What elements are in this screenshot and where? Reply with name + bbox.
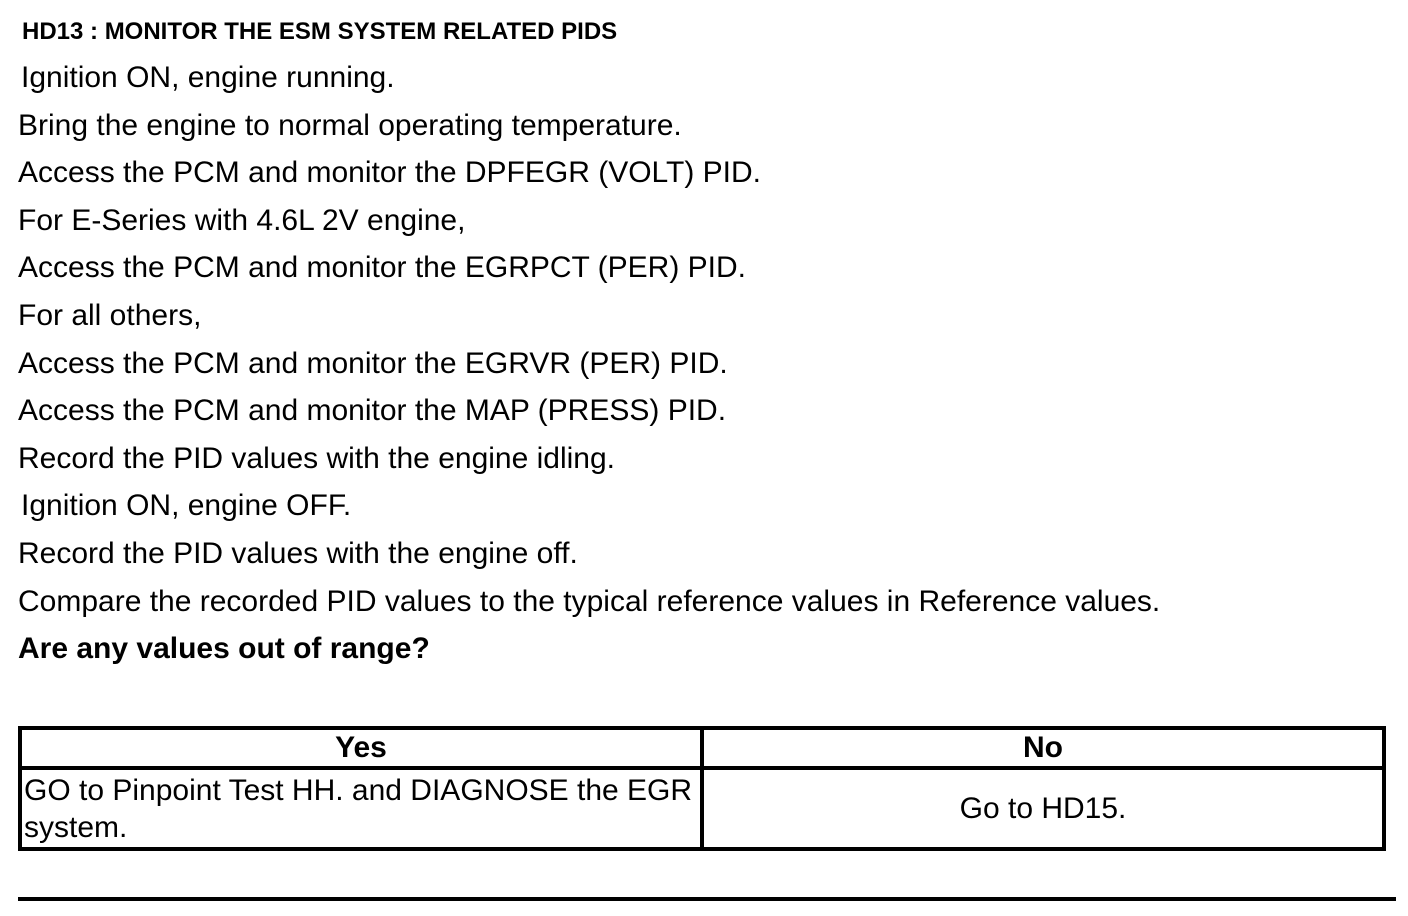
step-all-others-condition: For all others, — [18, 298, 202, 332]
step-monitor-egrvr: Access the PCM and monitor the EGRVR (PER) PID. — [18, 346, 728, 380]
step-record-engine-off: Record the PID values with the engine off. — [18, 536, 578, 570]
step-ignition-on-running: Ignition ON, engine running. — [21, 61, 395, 94]
step-compare-reference: Compare the recorded PID values to the typical reference values in Reference values. — [18, 584, 1161, 618]
outcome-header-row — [20, 728, 1384, 768]
bottom-divider — [18, 897, 1396, 901]
step-monitor-map: Access the PCM and monitor the MAP (PRESS) PID. — [18, 394, 727, 428]
no-action: Go to HD15. — [702, 768, 1384, 849]
page-title: HD13 : MONITOR THE ESM SYSTEM RELATED PIDS — [22, 18, 618, 45]
step-ignition-on-engine-off: Ignition ON, engine OFF. — [21, 489, 352, 523]
procedure-steps — [18, 58, 1160, 629]
yes-header: Yes — [20, 728, 702, 768]
decision-question: Are any values out of range? — [18, 632, 430, 665]
step-monitor-egrpct: Access the PCM and monitor the EGRPCT (PER) PID. — [18, 251, 747, 285]
outcome-table — [18, 726, 1386, 851]
outcome-action-row — [20, 768, 1384, 849]
step-record-idling: Record the PID values with the engine idling. — [18, 441, 616, 475]
step-warm-engine: Bring the engine to normal operating temperature. — [18, 108, 682, 142]
yes-action: GO to Pinpoint Test HH. and DIAGNOSE the EGR system. — [20, 768, 702, 849]
step-monitor-dpfegr: Access the PCM and monitor the DPFEGR (VOLT) PID. — [18, 156, 761, 190]
step-e-series-condition: For E-Series with 4.6L 2V engine, — [18, 203, 466, 237]
no-header: No — [702, 728, 1384, 768]
